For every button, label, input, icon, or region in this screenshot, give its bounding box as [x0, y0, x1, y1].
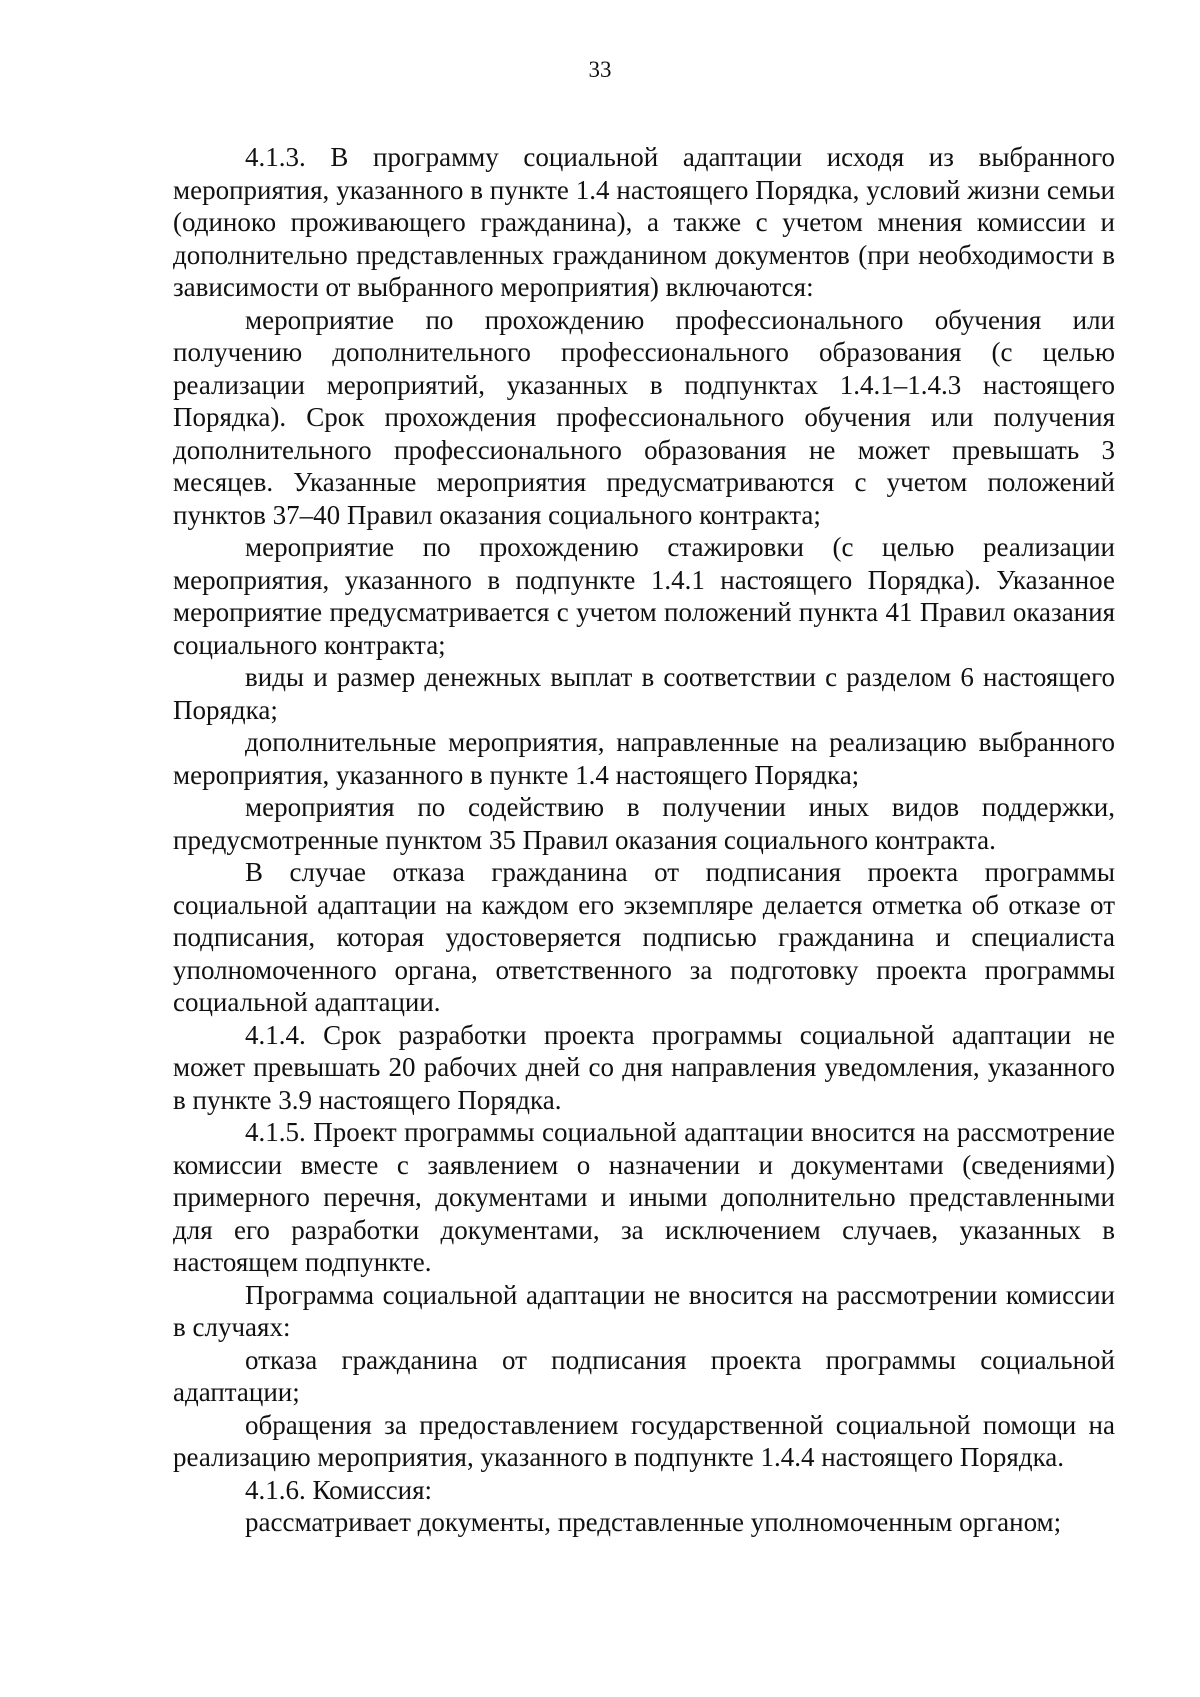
paragraph-4-1-3: 4.1.3. В программу социальной адаптации исходя из выбранного мероприятия, указанного в пункте 1.4 настоящего Порядка, условий жизни семьи (одиноко проживающего гражданина), а также с учетом мнения комиссии и дополнительно представленных гражданином документов (при необходимости в зависимости от выбранного мероприятия) включаются: [173, 142, 1115, 302]
list-item-internship: мероприятие по прохождению стажировки (с целью реализации мероприятия, указанного в подпункте 1.4.1 настоящего Порядка). Указанное мероприятие предусматривается с учетом положений пункта 41 Правил оказания социального контракта; [173, 532, 1115, 660]
paragraph-refusal: В случае отказа гражданина от подписания проекта программы социальной адаптации на каждом его экземпляре делается отметка об отказе от подписания, которая удостоверяется подписью гражданина и специалиста уполномоченного органа, ответственного за подготовку проекта программы социальной адаптации. [173, 857, 1115, 1017]
paragraph-4-1-5: 4.1.5. Проект программы социальной адаптации вносится на рассмотрение комиссии вместе с заявлением о назначении и документами (сведениями) примерного перечня, документами и иными дополнительно представленными для его разработки документами, за исключением случаев, указанных в настоящем подпункте. [173, 1117, 1115, 1277]
list-item-other-support: мероприятия по содействию в получении иных видов поддержки, предусмотренные пунктом 35 Правил оказания социального контракта. [173, 792, 1115, 855]
document-body [173, 141, 1115, 1539]
list-item-reviews-documents: рассматривает документы, представленные уполномоченным органом; [245, 1507, 1062, 1537]
list-item-application: обращения за предоставлением государственной социальной помощи на реализацию мероприятия, указанного в подпункте 1.4.4 настоящего Порядка. [173, 1409, 1115, 1472]
paragraph-4-1-4: 4.1.4. Срок разработки проекта программы социальной адаптации не может превышать 20 рабочих дней со дня направления уведомления, указанного в пункте 3.9 настоящего Порядка. [173, 1019, 1115, 1115]
list-item-professional-training: мероприятие по прохождению профессионального обучения или получению дополнительного профессионального образования (с целью реализации мероприятий, указанных в подпунктах 1.4.1–1.4.3 настоящего Порядка). Срок прохождения профессионального обучения или получения дополнительного профессионального образования не может превышать 3 месяцев. Указанные мероприятия предусматриваются с учетом положений пунктов 37–40 Правил оказания социального контракта; [173, 304, 1115, 530]
list-item-additional-measures: дополнительные мероприятия, направленные на реализацию выбранного мероприятия, указанного в пункте 1.4 настоящего Порядка; [173, 727, 1115, 790]
list-item-refusal-signing: отказа гражданина от подписания проекта программы социальной адаптации; [173, 1344, 1115, 1407]
page-number: 33 [588, 57, 612, 82]
paragraph-not-submitted: Программа социальной адаптации не вносится на рассмотрении комиссии в случаях: [173, 1279, 1115, 1342]
list-item-cash-payments: виды и размер денежных выплат в соответствии с разделом 6 настоящего Порядка; [173, 662, 1115, 725]
paragraph-4-1-6: 4.1.6. Комиссия: [245, 1474, 433, 1505]
